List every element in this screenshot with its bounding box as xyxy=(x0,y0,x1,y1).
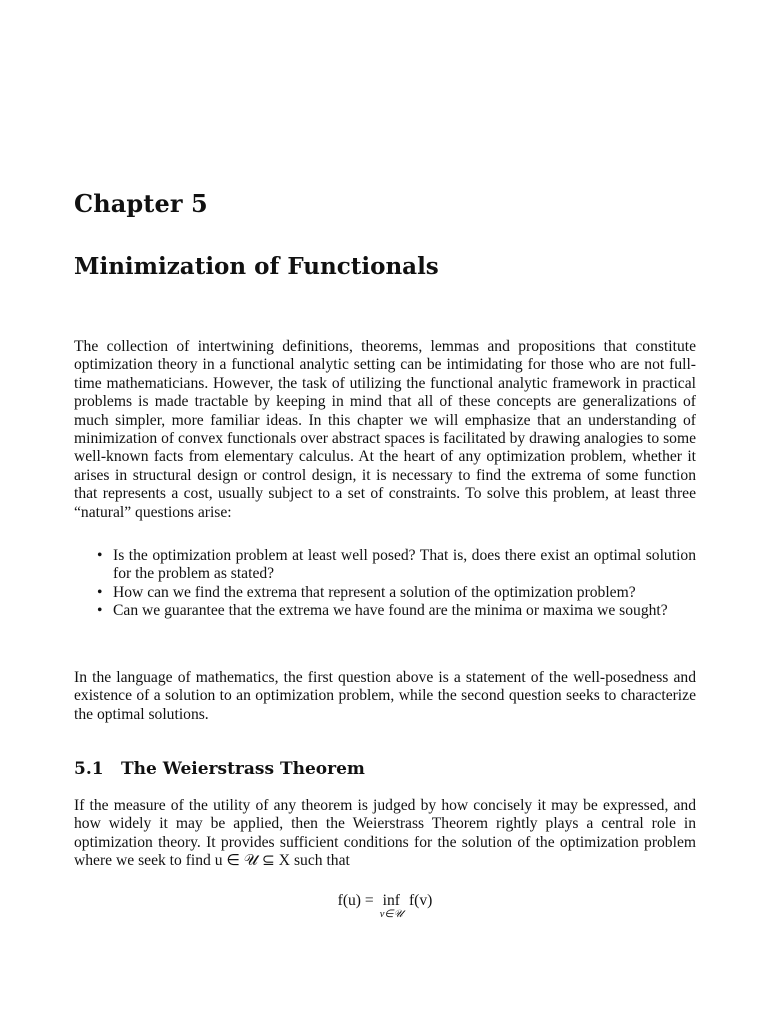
section-heading xyxy=(74,759,365,779)
section-paragraph: If the measure of the utility of any theorem is judged by how concisely it may be expressed, and how widely it may be applied, then the Weierstrass Theorem rightly plays a central role in optimization theory. It provides sufficient conditions for the solution of the optimization problem where we seek to find u ∈ 𝒰 ⊆ X such that xyxy=(74,797,696,870)
equation-lhs: f(u) = xyxy=(337,892,374,909)
bullet-icon: • xyxy=(97,547,103,564)
list-item-text: Is the optimization problem at least well posed? That is, does there exist an optimal solution for the problem as stated? xyxy=(113,547,696,583)
equation-operator: inf xyxy=(382,892,400,909)
chapter-label: Chapter 5 xyxy=(74,189,208,218)
chapter-title: Minimization of Functionals xyxy=(74,253,439,280)
list-item xyxy=(74,602,696,620)
questions-list xyxy=(74,547,696,621)
list-item xyxy=(74,547,696,584)
bullet-icon: • xyxy=(97,602,103,620)
list-item xyxy=(74,584,696,602)
section-number: 5.1 xyxy=(74,759,104,779)
document-page xyxy=(74,0,696,1024)
after-questions-paragraph: In the language of mathematics, the first question above is a statement of the well-posedness and existence of a solution to an optimization problem, while the second question seeks to characterize the optimal solutions. xyxy=(74,669,696,723)
list-item-text: Can we guarantee that the extrema we have found are the minima or maxima we sought? xyxy=(113,602,668,620)
equation-rhs: f(v) xyxy=(408,892,433,909)
bullet-icon: • xyxy=(97,583,103,601)
display-equation xyxy=(74,892,696,920)
list-item-text: How can we find the extrema that represent a solution of the optimization problem? xyxy=(113,583,636,601)
intro-paragraph: The collection of intertwining definitions, theorems, lemmas and propositions that constitute optimization theory in a functional analytic setting can be intimidating for those who are not full-time mathematicians. However, the task of utilizing the functional analytic framework in practical problems is made tractable by keeping in mind that all of these concepts are generalizations of much simpler, more familiar ideas. In this chapter we will emphasize that an understanding of minimization of convex functionals over abstract spaces is facilitated by drawing analogies to some well-known facts from elementary calculus. At the heart of any optimization problem, whether it arises in structural design or control design, it is necessary to find the extrema of some function that represents a cost, usually subject to a set of constraints. To solve this problem, at least three “natural” questions arise: xyxy=(74,338,696,521)
equation-subscript: v∈𝒰 xyxy=(379,909,403,920)
section-title: The Weierstrass Theorem xyxy=(121,759,365,779)
